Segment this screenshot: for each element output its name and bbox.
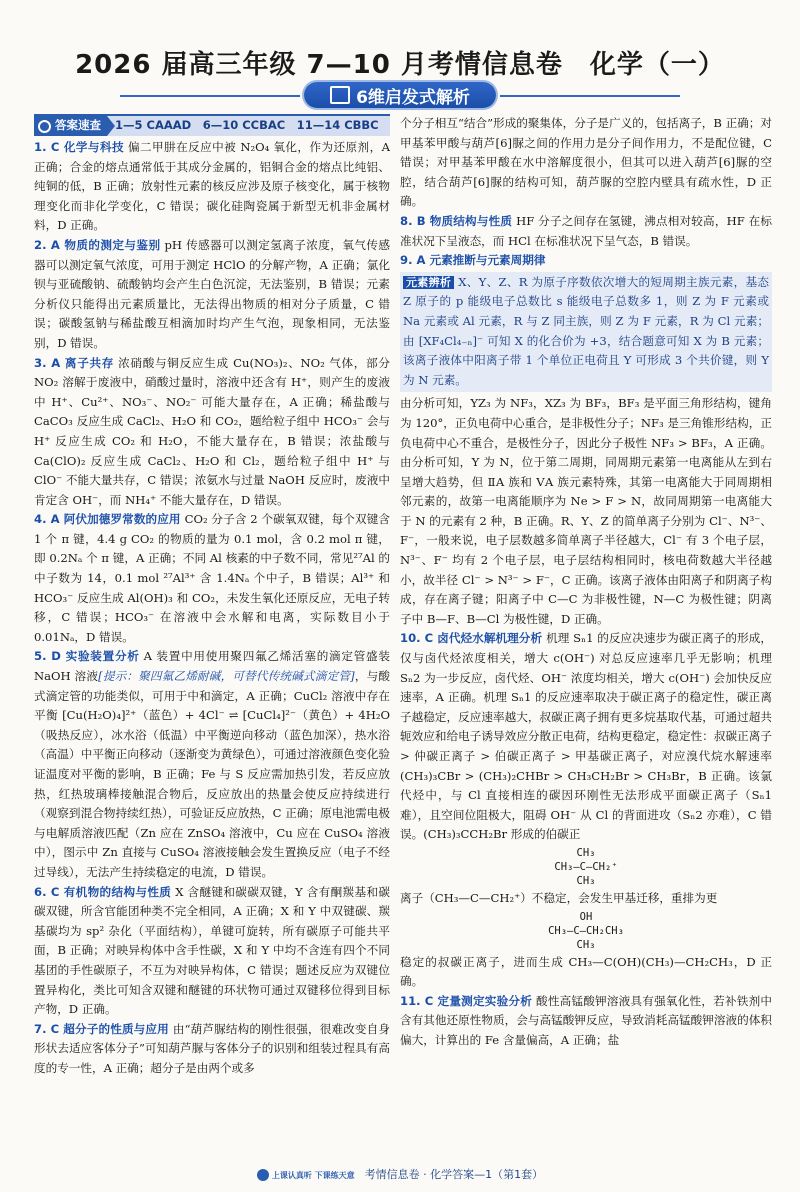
- banner-rule-right: [500, 95, 680, 97]
- answer-item-5: 5. D 实验装置分析 A 装置中用使用聚四氟乙烯活塞的滴定管盛装 NaOH 溶液[提示：聚四氟乙烯耐碱，可替代传统碱式滴定管]，与酸式滴定管的功能类似，可用于中和滴定，A 正确；CuCl₂ 溶液中存在平衡 [Cu(H₂O)₄]²⁺（蓝色）+ 4Cl⁻ ⇌ [CuCl₄]²⁻（黄色）+ 4H₂O（吸热反应），冰水浴（低温）中平衡逆向移动（蓝色加深），热水浴（高温）中平衡正向移动（逐渐变为黄绿色），可通过溶液颜色变化验证温度对平衡的影响，B 正确；Fe 与 S 反应需加热引发，若反应放热，红热玻璃棒接触混合物后，反应放出的热量会使反应持续进行（观察到混合物持续红热），可验证反应放热，C 正确；原电池需电极与电解质溶液匹配（Zn 应在 ZnSO₄ 溶液中，Cu 应在 CuSO₄ 溶液中），图示中 Zn 直接与 CuSO₄ 溶液接触会发生置换反应（电子不经过导线），无法产生持续稳定的电流，D 错误。: [34, 649, 390, 879]
- answer-item-7-cont: 个分子相互“结合”形成的聚集体，分子是广义的，包括离子，B 正确；对甲基苯甲酸与葫芦[6]脲之间的作用力是分子间作用力，不是配位键，C 错误；对甲基苯甲酸在水中溶解度很小，但其可以进入葫芦[6]脲的空腔，结合葫芦[6]脲的结构可知，葫芦脲的空腔内壁具有疏水性，D 正确。: [400, 116, 772, 209]
- answer-item-8: 8. B 物质结构与性质 HF 分子之间存在氢键，沸点相对较高，HF 在标准状况下呈液态，而 HCl 在标准状况下呈气态，B 错误。: [400, 213, 772, 248]
- structure-primary-cation: CH₃ CH₃—C—CH₂⁺ CH₃: [554, 846, 618, 887]
- book-icon: [330, 86, 350, 104]
- publisher-logo-text: 上课认真听 下课练天意: [271, 1171, 355, 1180]
- answer-item-3: 3. A 离子共存 浓硝酸与铜反应生成 Cu(NO₃)₂、NO₂ 气体，部分 NO₂ 溶解于废液中，硝酸过量时，溶液中还含有 H⁺，则产生的废液中 H⁺、Cu²⁺、NO₃⁻、NO₂⁻ 可能大量存在，A 正确；稀盐酸与 CaCO₃ 反应生成 CaCl₂、H₂O 和 CO₂，题给粒子组中 HCO₃⁻ 会与 H⁺ 反应生成 CO₂ 和 H₂O，不能大量存在，B 错误；浓盐酸与 Ca(ClO)₂ 反应生成 CaCl₂、H₂O 和 Cl₂，题给粒子组中 H⁺ 与 ClO⁻ 不能大量共存，C 错误；浓氨水与过量 NaOH 反应时，废液中肯定含 OH⁻，而 NH₄⁺ 不能大量存在，D 错误。: [34, 355, 390, 507]
- analysis-tag: 元素辨析: [403, 276, 454, 289]
- search-icon: [38, 120, 51, 133]
- answer-item-4: 4. A 阿伏加德罗常数的应用 CO₂ 分子含 2 个碳氧双键，每个双键含 1 个 π 键，4.4 g CO₂ 的物质的量为 0.1 mol，含 0.2 mol π 键，即 0.2Nₐ 个 π 键，A 正确；不同 Al 核素的中子数不同，常见²⁷Al 的中子数为 14，0.1 mol ²⁷Al³⁺ 含 1.4Nₐ 个中子，B 错误；Al³⁺ 和 HCO₃⁻ 反应生成 Al(OH)₃ 和 CO₂，未发生氧化还原反应，无电子转移，C 错误；HCO₃⁻ 在溶液中会水解和电离，实际数目小于 0.01Nₐ，D 错误。: [34, 512, 390, 644]
- publisher-logo-icon: [257, 1169, 269, 1181]
- answer-item-6: 6. C 有机物的结构与性质 X 含醚键和碳碳双键，Y 含有酮羰基和碳碳双键，所含官能团种类不完全相同，A 正确；X 和 Y 中双键碳、羰基碳均为 sp² 杂化（平面结构），单键可旋转，所有碳原子可能共平面，B 正确；对映异构体中含手性碳，X 和 Y 中均不含连有四个不同基团的手性碳原子，不互为对映异构体，C 错误；题述反应为双键位置异构化，类比可知含双键和醚键的环状物可通过双键移位得到目标产物，D 正确。: [34, 884, 390, 1017]
- answer-item-7: 7. C 超分子的性质与应用 由“葫芦脲结构的刚性很强，很难改变自身形状去适应客体分子”可知葫芦脲与客体分子的识别和组装过程具有高度的专一性，A 正确；超分子是由两个或多: [34, 1021, 390, 1075]
- answer-key-text: 1—5 CAAAD 6—10 CCBAC 11—14 CBBC: [115, 118, 379, 133]
- footer-text: 考情信息卷 · 化学答案—1（第1套）: [364, 1168, 544, 1181]
- hint-text: [提示：聚四氟乙烯耐碱，可替代传统碱式滴定管]: [98, 669, 355, 684]
- answer-key-bar: [34, 114, 390, 136]
- right-column: [400, 114, 772, 1051]
- answer-item-2: 2. A 物质的测定与鉴别 pH 传感器可以测定氢离子浓度，氧气传感器可以测定氧气浓度，可用于测定 HClO 的分解产物，A 正确；氯化钡与亚硫酸钠、硫酸钠均会产生白色沉淀，无法鉴别，B 错误；元素分析仪只能得出元素质量比，无法得出物质的相对分子质量，C 错误；碳酸氢钠与稀盐酸互相滴加时均产生气泡，现象相同，无法鉴别，D 错误。: [34, 237, 390, 350]
- answer-item-9: 9. A 元素推断与元素周期律 元素辨析 X、Y、Z、R 为原子序数依次增大的短周期主族元素，基态 Z 原子的 p 能级电子总数比 s 能级电子总数多 1，则 Z 为 F 元素或 Na 元素或 Al 元素，R 与 Z 同主族，则 Z 为 F 元素，R 为 Cl 元素；由 [XF₄Cl₄₋ₙ]⁻ 可知 X 的化合价为 +3，结合题意可知 X 为 B 元素；该离子液体中阳离子带 1 个单位正电荷且 Y 可形成 3 个共价键，则 Y 为 N 元素。 由分析可知，YZ₃ 为 NF₃，XZ₃ 为 BF₃，BF₃ 是平面三角形结构，键角为 120°，正负电荷中心重合，是非极性分子；NF₃ 是三角锥形结构，正负电荷中心不重合，是极性分子，因此分子极性 NF₃ > BF₃，A 正确。由分析可知，Y 为 N，位于第二周期，同周期元素第一电离能从左到右呈增大趋势，但 ⅡA 族和 ⅤA 族元素特殊，其第一电离能大于同周期相邻元素的，故第一电离能顺序为 Ne > F > N，故同周期第一电离能大于 N 的元素有 2 种，B 正确。R、Y、Z 的简单离子分别为 Cl⁻、N³⁻、F⁻，一般来说，电子层数越多简单离子半径越大，Cl⁻ 有 3 个电子层，N³⁻、F⁻ 均有 2 个电子层，电子层结构相同时，核电荷数越大半径越小，故半径 Cl⁻ > N³⁻ > F⁻，C 正确。该离子液体由阳离子和阴离子构成，存在离子键；阳离子中 C—C 为非极性键，N—C 为极性键；阴离子中 B—F、B—Cl 为极性键，D 正确。: [400, 253, 772, 626]
- answer-key-tag: 答案速查: [34, 116, 107, 136]
- answer-item-11: 11. C 定量测定实验分析 酸性高锰酸钾溶液具有强氧化性，若补铁剂中含有其他还原性物质，会与高锰酸钾反应，导致消耗高锰酸钾溶液的体积偏大，计算出的 Fe 含量偏高，A 正确；盐: [400, 993, 772, 1047]
- banner-rule-left: [120, 95, 300, 97]
- structure-tertiary-alcohol: OH CH₃—C—CH₂CH₃ CH₃: [548, 910, 624, 951]
- page-footer: [0, 1166, 800, 1182]
- left-column: [34, 114, 390, 1079]
- answer-item-1: 1. C 化学与科技 偏二甲肼在反应中被 N₂O₄ 氧化，作为还原剂，A 正确；合金的熔点通常低于其成分金属的，铝铜合金的熔点比纯铝、纯铜的低，B 正确；放射性元素的核反应涉及原子核变化，属于核物理变化而非化学变化，C 错误；碳化硅陶瓷属于新型无机非金属材料，D 正确。: [34, 140, 390, 233]
- answer-item-10: 10. C 卤代烃水解机理分析 机理 Sₙ1 的反应决速步为碳正离子的形成，仅与卤代烃浓度相关，增大 c(OH⁻) 对总反应速率几乎无影响；机理 Sₙ2 为一步反应，卤代烃、OH⁻ 浓度均相关，增大 c(OH⁻) 会加快反应速率，A 正确。机理 Sₙ1 的反应速率取决于碳正离子的稳定性，碳正离子越稳定，反应速率越大，叔碳正离子拥有更多烷基取代基，可通过超共轭效应和给电子诱导效应分散正电荷，结构更稳定，稳定性：叔碳正离子 > 仲碳正离子 > 伯碳正离子 > 甲基碳正离子，对应溴代烷水解速率 (CH₃)₃CBr > (CH₃)₂CHBr > CH₃CH₂Br > CH₃Br，B 正确。该氯代烃中，与 Cl 直接相连的碳因环刚性无法形成平面碳正离子（Sₙ1 难），且空间位阻极大，阻碍 OH⁻ 从 Cl 的背面进攻（Sₙ2 亦难），C 错误。(CH₃)₃CCH₂Br 形成的伯碳正 CH₃ CH₃—C—CH₂⁺ CH₃ 离子（CH₃—C—CH₂⁺）不稳定，会发生甲基迁移，重排为更 OH CH₃—C—CH₂CH₃ CH₃ 稳定的叔碳正离子，进而生成 CH₃—C(OH)(CH₃)—CH₂CH₃，D 正确。: [400, 631, 772, 989]
- analysis-box: 元素辨析 X、Y、Z、R 为原子序数依次增大的短周期主族元素，基态 Z 原子的 p 能级电子总数比 s 能级电子总数多 1，则 Z 为 F 元素或 Na 元素或 Al 元素，R 与 Z 同主族，则 Z 为 F 元素，R 为 Cl 元素；由 [XF₄Cl₄₋ₙ]⁻ 可知 X 的化合价为 +3，结合题意可知 X 为 B 元素；该离子液体中阳离子带 1 个单位正电荷且 Y 可形成 3 个共价键，则 Y 为 N 元素。: [400, 272, 772, 393]
- banner-label: 6维启发式解析: [356, 87, 470, 108]
- section-banner: [304, 82, 496, 108]
- page-title: 2026 届高三年级 7—10 月考情信息卷 化学（一）: [75, 50, 725, 80]
